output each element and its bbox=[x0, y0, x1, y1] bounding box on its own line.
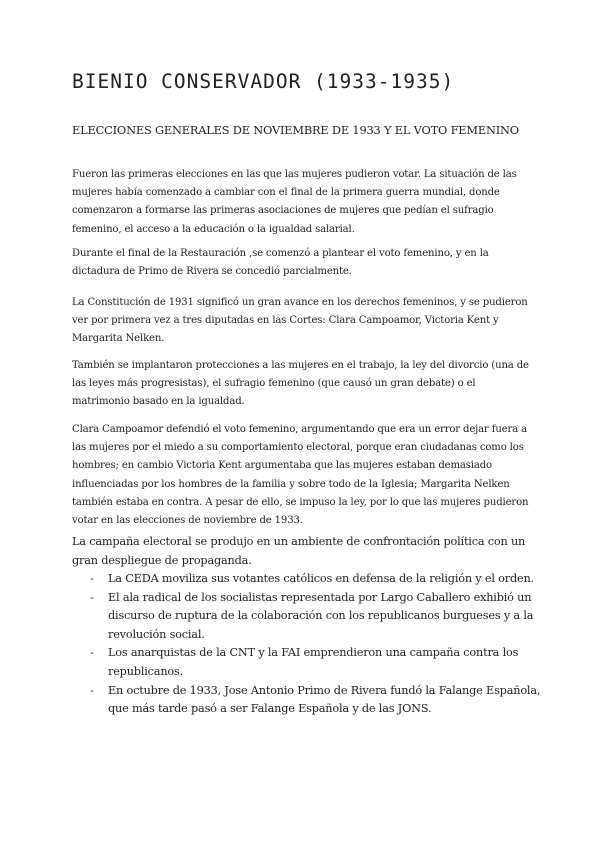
campaign-intro: La campaña electoral se produjo en un ambiente de confrontación política con un gran despliegue de propaganda. bbox=[72, 535, 526, 567]
list-item bbox=[72, 644, 542, 681]
paragraph-first-elections: Fueron las primeras elecciones en las que las mujeres pudieron votar. La situación de las mujeres había comenzado a cambiar con el final de la primera guerra mundial, donde comenzaron a formarse las primeras asociaciones de mujeres que pedían el sufragio femenino, el acceso a la educación o la igualdad salarial. bbox=[72, 169, 517, 235]
paragraph-constitution-1931: La Constitución de 1931 significó un gran avance en los derechos femeninos, y se pudieron ver por primera vez a tres diputadas en las Cortes: Clara Campoamor, Victoria Kent y Margarita Nelken. bbox=[72, 297, 528, 345]
list-item-text: En octubre de 1933, Jose Antonio Primo de Rivera fundó la Falange Española, que más tarde pasó a ser Falange Española y de las JONS. bbox=[108, 683, 541, 716]
bullet-dash: - bbox=[90, 683, 94, 697]
list-item-text: La CEDA moviliza sus votantes católicos en defensa de la religión y el orden. bbox=[108, 572, 534, 585]
bullet-dash: - bbox=[90, 590, 94, 604]
campaign-bullet-list bbox=[72, 570, 542, 719]
list-item-text: Los anarquistas de la CNT y la FAI emprendieron una campaña contra los republicanos. bbox=[108, 646, 519, 678]
list-item bbox=[72, 570, 542, 589]
paragraph-protections: También se implantaron protecciones a las mujeres en el trabajo, la ley del divorcio (una de las leyes más progresistas), el sufragio femenino (que causó un gran debate) o el matrimonio basado en la igualdad. bbox=[72, 360, 529, 408]
paragraph-restauracion: Durante el final de la Restauración ,se comenzó a plantear el voto femenino, y en la dictadura de Primo de Rivera se concedió parcialmente. bbox=[72, 248, 489, 278]
bullet-dash: - bbox=[90, 572, 94, 585]
list-item-text: El ala radical de los socialistas representada por Largo Caballero exhibió un discurso de ruptura de la colaboración con los republicanos burgueses y a la revolución social. bbox=[108, 590, 534, 641]
bullet-dash: - bbox=[90, 646, 94, 660]
list-item bbox=[72, 682, 542, 719]
section-heading: ELECCIONES GENERALES DE NOVIEMBRE DE 1933 Y EL VOTO FEMENINO bbox=[72, 123, 519, 137]
paragraph-campoamor-debate: Clara Campoamor defendió el voto femenino, argumentando que era un error dejar fuera a las mujeres por el miedo a su comportamiento electoral, porque eran ciudadanas como los hombres; en cambio Victoria Kent argumentaba que las mujeres estaban demasiado influenciadas por los hombres de la familia y sobre todo de la Iglesia; Margarita Nelken también estaba en contra. A pesar de ello, se impuso la ley, por lo que las mujeres pudieron votar en las elecciones de noviembre de 1933. bbox=[72, 424, 529, 527]
list-item bbox=[72, 589, 542, 645]
page-title: BIENIO CONSERVADOR (1933-1935) bbox=[72, 70, 455, 93]
